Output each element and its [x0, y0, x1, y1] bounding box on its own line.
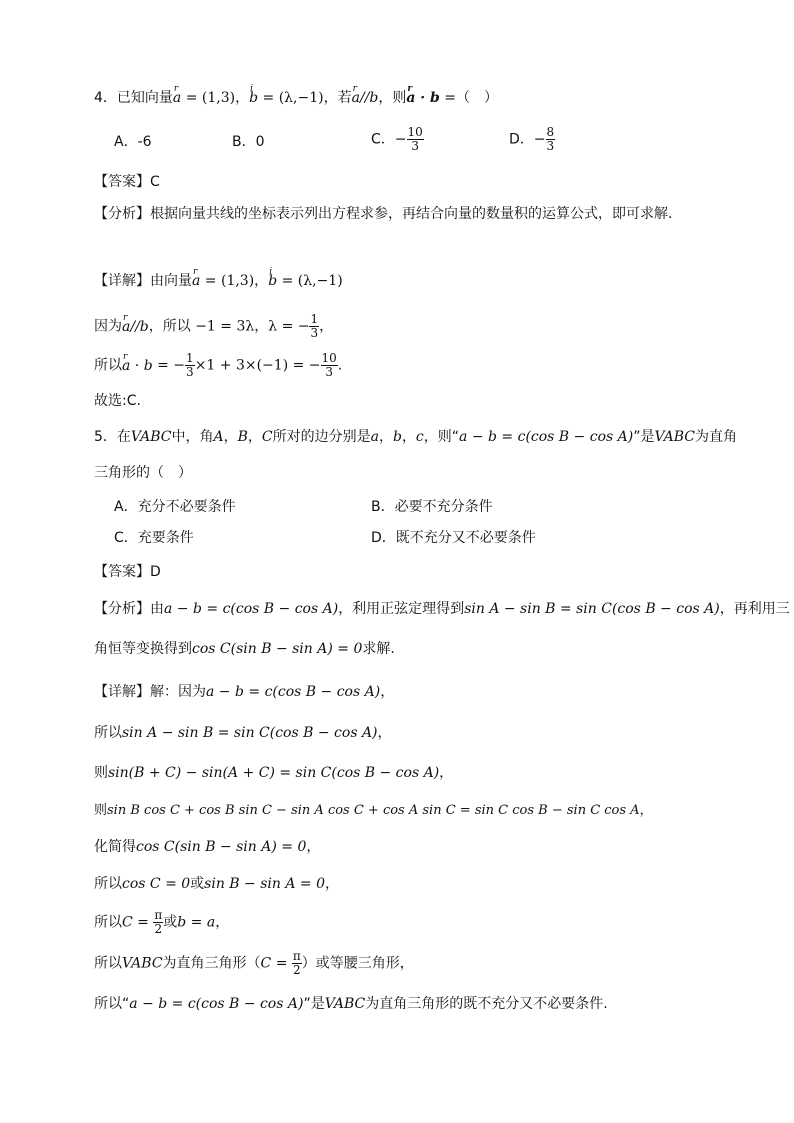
q5-answer: 【答案】D — [94, 564, 161, 580]
fraction: $\frac{\pi}{2}$ — [154, 908, 163, 936]
q5-detail-line-4: 则sin B cos C + cos B sin C − sin A cos C + cos A sin C = sin C cos B − sin C cos A， — [94, 803, 653, 818]
parallel-condition: r a//b — [352, 88, 379, 108]
fraction: $\frac{10}{3}$ — [321, 351, 337, 379]
fraction: $\frac{8}{3}$ — [546, 125, 555, 153]
q5-detail-line-5: 化简得cos C(sin B − sin A) = 0， — [94, 839, 321, 855]
q5-analysis-line-1: 【分析】由a − b = c(cos B − cos A)，利用正弦定理得到sin A − sin B = sin C(cos B − cos A)，再利用三 — [94, 601, 790, 617]
fraction: $\frac{1}{3}$ — [310, 312, 319, 340]
q4-option-a: A．-6 — [114, 134, 152, 150]
q4-option-b: B．0 — [232, 134, 265, 150]
q5-detail-line-8: 所以VABC为直角三角形（C = $\frac{\pi}{2}$ ）或等腰三角形， — [94, 949, 414, 977]
vector-a: r a — [173, 88, 181, 108]
q5-detail-line-3: 则sin(B + C) − sin(A + C) = sin C(cos B − cos A)， — [94, 765, 454, 781]
q4-stem: 4．已知向量r a = (1,3)，i b = (λ,−1)，若r a//b，则r a · b =（ ） — [94, 88, 498, 108]
q5-detail-line-9: 所以“a − b = c(cos B − cos A)”是VABC为直角三角形的既不充分又不必要条件. — [94, 996, 608, 1012]
q5-option-a: A．充分不必要条件 — [114, 499, 236, 515]
q4-analysis: 【分析】根据向量共线的坐标表示列出方程求参，再结合向量的数量积的运算公式，即可求解. — [94, 206, 673, 222]
q5-detail-line-7: 所以C = $\frac{\pi}{2}$ 或b = a， — [94, 908, 230, 936]
q5-stem-line-1: 5．在VABC中，角A，B，C所对的边分别是a，b，c，则“a − b = c(cos B − cos A)”是VABC为直角 — [94, 429, 738, 445]
q4-option-d: D．− $\frac{8}{3}$ — [509, 125, 555, 153]
fraction: $\frac{\pi}{2}$ — [292, 949, 301, 977]
dot-product: r a · b — [406, 88, 439, 108]
q5-option-c: C．充要条件 — [114, 530, 194, 546]
fraction: $\frac{10}{3}$ — [407, 125, 423, 153]
q4-conclusion: 故选:C. — [94, 393, 141, 409]
q5-analysis-line-2: 角恒等变换得到cos C(sin B − sin A) = 0求解. — [94, 641, 395, 657]
q5-option-d: D．既不充分又不必要条件 — [371, 530, 536, 546]
fraction: $\frac{1}{3}$ — [186, 351, 194, 379]
q5-option-b: B．必要不充分条件 — [371, 499, 493, 515]
q4-option-c: C．− $\frac{10}{3}$ — [371, 125, 423, 153]
q5-detail-line-1: 【详解】解：因为a − b = c(cos B − cos A)， — [94, 684, 395, 700]
q4-answer: 【答案】C — [94, 174, 160, 190]
q4-detail-line-2: 因为r a//b，所以 −1 = 3λ，λ = − $\frac{1}{3}$ ， — [94, 313, 333, 340]
q5-detail-line-6: 所以cos C = 0或sin B − sin A = 0， — [94, 876, 339, 892]
q5-detail-line-2: 所以sin A − sin B = sin C(cos B − cos A)， — [94, 725, 392, 741]
q4-detail-line-1: 【详解】由向量r a = (1,3)，i b = (λ,−1) — [94, 271, 343, 291]
q5-stem-line-2: 三角形的（ ） — [94, 465, 192, 481]
vector-b: i b — [249, 88, 258, 108]
q4-detail-line-3: 所以r a · b = − $\frac{1}{3}$ ×1 + 3×(−1) = − $\frac{10}{3}$ . — [94, 352, 342, 379]
